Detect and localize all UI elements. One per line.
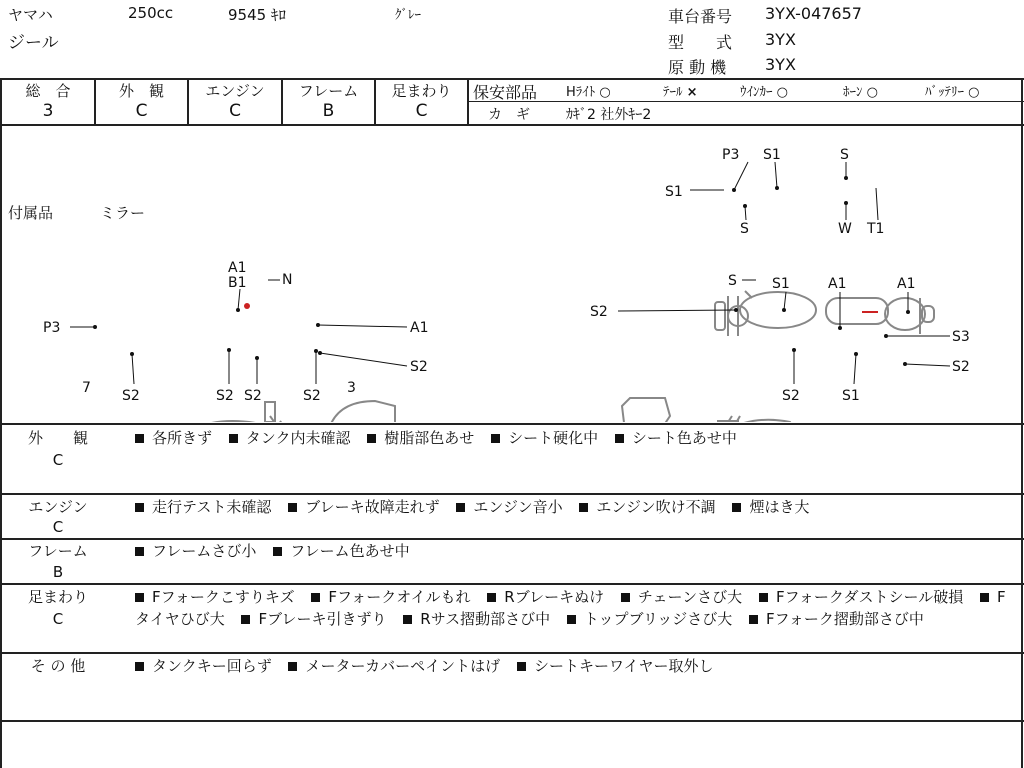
condition-item: Fフォーク摺動部さび中 [749, 610, 924, 628]
label-left-s2b: S2 [122, 388, 140, 404]
condition-item: Fフォークこすりキズ [135, 588, 295, 606]
condition-item: Fフォークオイルもれ [311, 588, 470, 606]
label-right-s1: S1 [772, 276, 790, 292]
condition-item: 煙はき大 [732, 498, 809, 516]
type-label: 型 式 [668, 33, 733, 52]
section-grade: C [52, 518, 64, 536]
section-label: そ の 他 [30, 657, 86, 675]
safety-item: ﾊﾞｯﾃﾘｰ ○ [925, 85, 980, 100]
label-left-s2c: S2 [216, 388, 234, 404]
section-items [135, 427, 1015, 449]
engine-label: 原 動 機 [668, 58, 727, 77]
label-right-a1: A1 [828, 276, 847, 292]
leader-lines [70, 162, 950, 384]
grade-exterior-label: 外 観 [118, 82, 164, 100]
label-right-s: S [728, 273, 737, 289]
bullet-square-icon [567, 615, 576, 624]
grade-total-label: 総 合 [25, 82, 71, 100]
diagram-labels [43, 147, 970, 404]
type-value: 3YX [765, 30, 796, 49]
grade-suspension-value: C [415, 101, 428, 121]
label-right-a1b: A1 [897, 276, 916, 292]
bullet-square-icon [135, 547, 144, 556]
bullet-square-icon [732, 503, 741, 512]
section-label: 外 観 [27, 429, 88, 447]
safety-item: ｳｲﾝｶｰ ○ [740, 85, 788, 100]
condition-item: Fフォークダストシール破損 [759, 588, 963, 606]
safety-item: Hﾗｲﾄ ○ [566, 85, 611, 100]
engine-value: 3YX [765, 55, 796, 74]
bullet-square-icon [288, 662, 297, 671]
safety-item: ﾎｰﾝ ○ [843, 85, 878, 100]
label-top-p3: P3 [722, 147, 740, 163]
bullet-square-icon [367, 434, 376, 443]
key-value: ｶｷﾞ2 社外ｷｰ2 [566, 107, 652, 123]
label-left-a1b: A1 [410, 320, 429, 336]
section-items [135, 496, 1015, 518]
label-left-s2: S2 [410, 359, 428, 375]
bullet-square-icon [759, 593, 768, 602]
condition-item: Rサス摺動部さび中 [403, 610, 550, 628]
divider [0, 493, 1024, 495]
condition-item: フレーム色あせ中 [273, 542, 409, 560]
accessories-value: ミラー [100, 204, 146, 222]
section-items [135, 655, 1015, 677]
label-top-s2: S [740, 221, 749, 237]
grade-total-value: 3 [42, 101, 54, 121]
bullet-square-icon [487, 593, 496, 602]
displacement: 250cc [128, 4, 174, 22]
section-items [135, 540, 1015, 562]
section-items [135, 586, 1015, 630]
label-right-s1b: S1 [842, 388, 860, 404]
bike-top-view [715, 291, 934, 336]
bullet-square-icon [135, 593, 144, 602]
condition-item: ブレーキ故障走れず [288, 498, 439, 516]
mark-dots [93, 176, 910, 366]
label-right-s3: S3 [952, 329, 970, 345]
condition-item: エンジン音小 [456, 498, 562, 516]
bullet-square-icon [288, 503, 297, 512]
bullet-square-icon [273, 547, 282, 556]
condition-item: タンクキー回らず [135, 657, 272, 675]
label-top-s: S [840, 147, 849, 163]
condition-item: フレームさび小 [135, 542, 256, 560]
condition-item: 各所きず [135, 429, 212, 447]
bullet-square-icon [980, 593, 989, 602]
condition-item: シート硬化中 [491, 429, 598, 447]
section-label: フレーム [28, 542, 88, 560]
label-right-s2b: S2 [952, 359, 970, 375]
condition-item: Fタイヤひび大 [135, 588, 1006, 628]
label-left-3: 3 [347, 380, 356, 396]
bullet-square-icon [749, 615, 758, 624]
label-left-a1: A1 [228, 260, 247, 276]
label-left-7: 7 [82, 380, 91, 396]
label-left-s2d: S2 [244, 388, 262, 404]
label-top-w: W [838, 221, 852, 237]
condition-item: チェーンさび大 [621, 588, 742, 606]
divider [0, 720, 1024, 722]
bullet-square-icon [135, 503, 144, 512]
frame-no-label: 車台番号 [668, 7, 733, 26]
divider [0, 583, 1024, 585]
model-name: ジール [8, 33, 59, 53]
label-top-s1: S1 [763, 147, 781, 163]
section-grade: C [52, 610, 64, 628]
bullet-square-icon [135, 662, 144, 671]
condition-item: トップブリッジさび大 [567, 610, 732, 628]
label-left-n: N [282, 272, 293, 288]
accessories-label: 付属品 [8, 204, 54, 222]
maker: ヤマハ [8, 6, 53, 24]
divider [0, 652, 1024, 654]
bike-left-view [85, 401, 395, 422]
bullet-square-icon [135, 434, 144, 443]
label-top-t1: T1 [867, 221, 885, 237]
bullet-square-icon [491, 434, 500, 443]
bike-right-view [622, 398, 934, 422]
color: ｸﾞﾚｰ [395, 8, 421, 23]
condition-item: 走行テスト未確認 [135, 498, 271, 516]
divider [467, 78, 469, 125]
condition-item: シート色あせ中 [615, 429, 737, 447]
bullet-square-icon [517, 662, 526, 671]
safety-item: ﾃｰﾙ × [663, 85, 698, 100]
grade-engine-label: エンジン [205, 82, 265, 100]
divider [0, 423, 1024, 425]
grade-frame-value: B [322, 101, 335, 121]
bullet-square-icon [621, 593, 630, 602]
damage-diagram [0, 126, 1024, 422]
condition-item: Fブレーキ引きずり [241, 610, 386, 628]
condition-item: 樹脂部色あせ [367, 429, 474, 447]
frame-no-value: 3YX-047657 [765, 4, 862, 23]
condition-item: メーターカバーペイントはげ [288, 657, 500, 675]
grade-engine-value: C [229, 101, 241, 121]
bullet-square-icon [403, 615, 412, 624]
grade-suspension-label: 足まわり [391, 82, 452, 100]
section-label: エンジン [28, 498, 88, 516]
bullet-square-icon [229, 434, 238, 443]
grade-frame-label: フレーム [298, 82, 359, 100]
bullet-square-icon [579, 503, 588, 512]
condition-item: エンジン吹け不調 [579, 498, 715, 516]
safety-label: 保安部品 [473, 83, 538, 102]
section-grade: B [52, 563, 64, 581]
section-label: 足まわり [27, 588, 88, 606]
bullet-square-icon [241, 615, 250, 624]
label-left-s2e: S2 [303, 388, 321, 404]
section-grade: C [52, 451, 64, 469]
key-label: カ ギ [488, 107, 530, 123]
bullet-square-icon [615, 434, 624, 443]
mileage: 9545 ｷﾛ [228, 6, 286, 24]
condition-item: タンク内未確認 [229, 429, 351, 447]
label-right-s2: S2 [590, 304, 608, 320]
bullet-square-icon [311, 593, 320, 602]
divider [469, 101, 1024, 102]
label-left-p3: P3 [43, 320, 61, 336]
bullet-square-icon [456, 503, 465, 512]
condition-item: Rブレーキぬけ [487, 588, 604, 606]
label-top-s1b: S1 [665, 184, 683, 200]
label-left-b1: B1 [228, 275, 247, 291]
label-right-s2c: S2 [782, 388, 800, 404]
condition-item: シートキーワイヤー取外し [517, 657, 714, 675]
grade-exterior-value: C [135, 101, 148, 121]
